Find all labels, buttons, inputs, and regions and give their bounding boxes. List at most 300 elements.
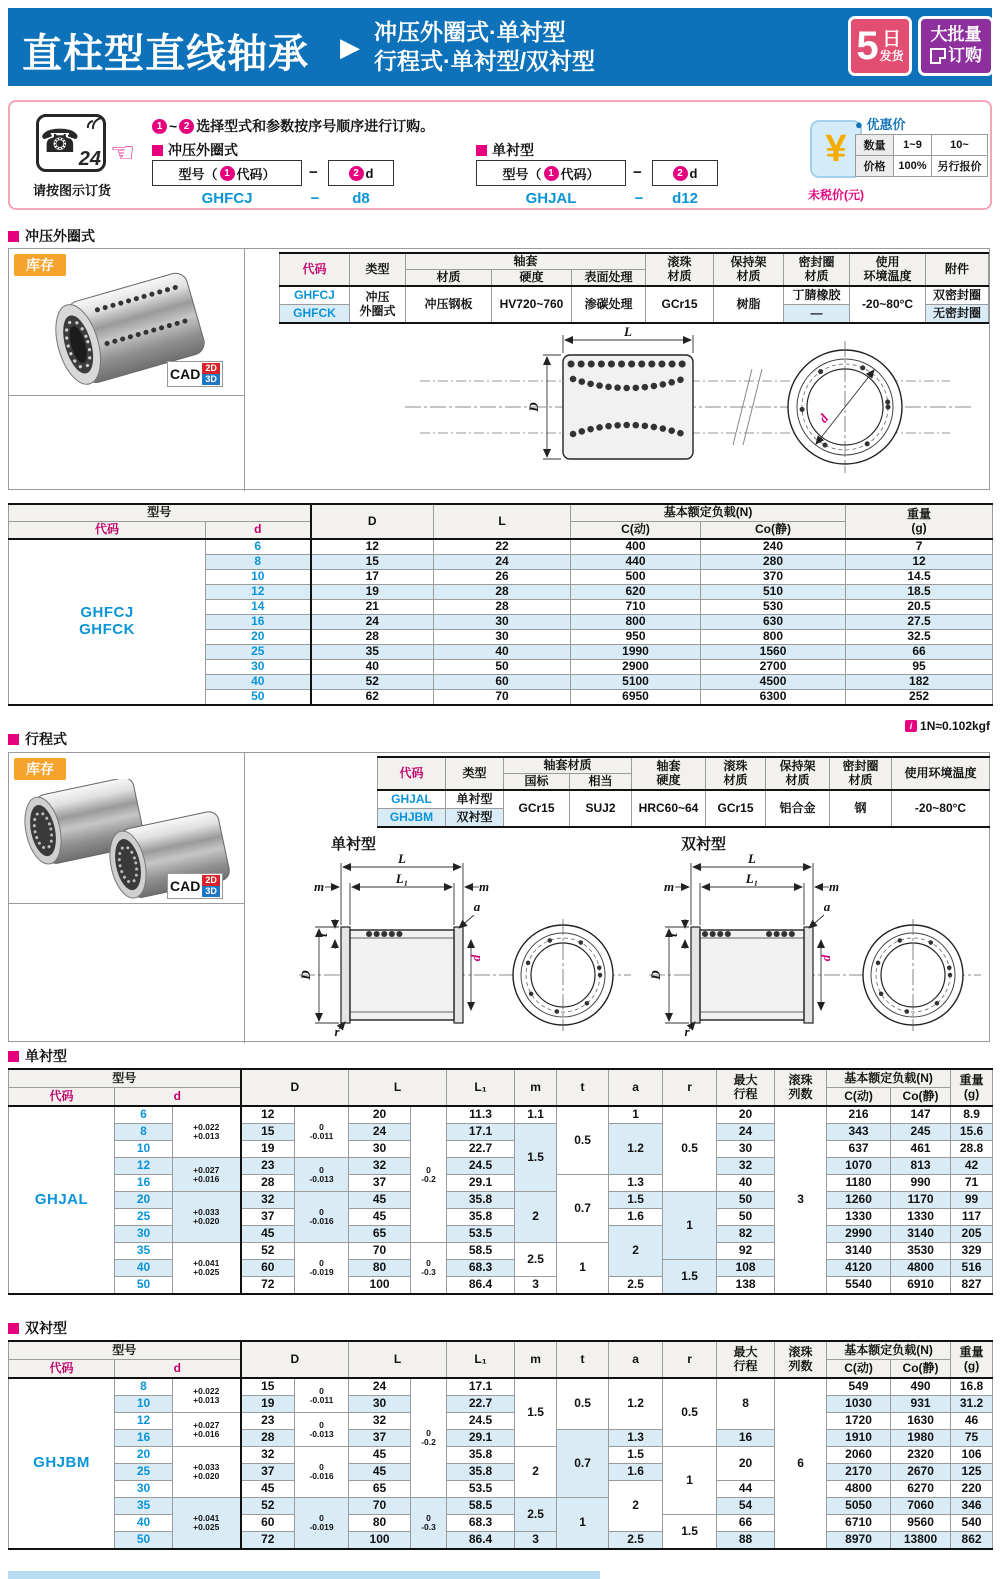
section-label-stroke: 行程式 <box>8 729 67 749</box>
data-cell: 8.9 <box>951 1106 993 1124</box>
data-cell: 88 <box>717 1532 775 1550</box>
data-cell: 4120 <box>827 1260 891 1277</box>
data-cell: 70 <box>349 1498 411 1515</box>
data-cell: 0 -0.013 <box>295 1158 349 1192</box>
data-cell: 3 <box>515 1277 557 1295</box>
section-label-double-liner: 双衬型 <box>8 1318 67 1338</box>
data-cell: 2700 <box>701 660 846 675</box>
data-cell: 8 <box>717 1378 775 1430</box>
diameter-cell[interactable]: 8 <box>115 1378 173 1396</box>
data-cell: 24 <box>349 1124 411 1141</box>
data-cell: 0.5 <box>663 1106 717 1192</box>
data-cell: 24.5 <box>447 1158 515 1175</box>
data-cell: 2320 <box>891 1447 951 1464</box>
data-cell: +0.022 +0.013 <box>173 1378 241 1413</box>
data-cell: 0 -0.011 <box>295 1378 349 1413</box>
data-cell: 20 <box>349 1106 411 1124</box>
diameter-cell[interactable]: 6 <box>115 1106 173 1124</box>
data-cell: 16 <box>717 1430 775 1447</box>
svg-text:D: D <box>648 970 663 980</box>
stock-badge[interactable]: 库存 <box>14 758 66 780</box>
table-row <box>9 1141 993 1158</box>
data-cell: 0 -0.013 <box>295 1413 349 1447</box>
section-stroke-panel <box>8 752 990 1042</box>
diameter-cell[interactable]: 8 <box>115 1124 173 1141</box>
data-cell: 23 <box>241 1158 295 1175</box>
data-cell: 0.5 <box>557 1378 609 1430</box>
data-cell: 30 <box>717 1141 775 1158</box>
svg-text:D: D <box>298 970 313 980</box>
data-cell: 1630 <box>891 1413 951 1430</box>
bullet-icon: ● <box>855 117 867 132</box>
data-cell: 19 <box>241 1141 295 1158</box>
diameter-cell[interactable]: 12 <box>115 1158 173 1175</box>
header-cell: 相当 <box>570 774 632 791</box>
header-cell: 滚珠 材质 <box>706 757 766 790</box>
data-cell: 72 <box>241 1277 295 1295</box>
data-cell: 50 <box>717 1209 775 1226</box>
model-code-cell[interactable]: GHFCJ GHFCK <box>9 539 206 705</box>
diameter-cell[interactable]: 6 <box>206 539 311 555</box>
page-title: 直柱型直线轴承 <box>22 32 309 76</box>
header-cell: C(动) <box>827 1088 891 1107</box>
data-cell: 329 <box>951 1243 993 1260</box>
table-row <box>9 539 993 555</box>
data-cell: 28 <box>434 600 571 615</box>
data-cell: 渗碳处理 <box>572 286 646 323</box>
table-row <box>9 1192 993 1209</box>
diameter-cell[interactable]: 10 <box>206 570 311 585</box>
diameter-cell[interactable]: 35 <box>115 1243 173 1260</box>
pointing-hand-icon: ☜ <box>110 137 136 168</box>
data-cell: 6950 <box>571 690 701 706</box>
data-cell: 710 <box>571 600 701 615</box>
data-cell: HV720~760 <box>492 286 572 323</box>
data-cell: 813 <box>891 1158 951 1175</box>
d-param-box: 2 d <box>328 160 394 186</box>
data-cell: 86.4 <box>447 1532 515 1550</box>
data-cell: -20~80°C <box>892 790 990 827</box>
dimension-table-ghjbm <box>8 1340 993 1550</box>
header-cell: t <box>557 1069 609 1106</box>
data-cell: 106 <box>951 1447 993 1464</box>
diameter-cell[interactable]: 20 <box>206 630 311 645</box>
data-cell: 800 <box>701 630 846 645</box>
data-cell: GCr15 <box>646 286 714 323</box>
model-code-cell[interactable]: GHJAL <box>378 790 446 809</box>
header-cell: L <box>349 1341 447 1378</box>
diameter-cell[interactable]: 16 <box>115 1175 173 1192</box>
data-cell: 1560 <box>701 645 846 660</box>
header-cell: Co(静) <box>891 1360 951 1379</box>
data-cell: 1 <box>557 1243 609 1295</box>
section-label-single-liner: 单衬型 <box>8 1046 67 1066</box>
header-cell: 重量 (g) <box>846 504 993 539</box>
data-cell: 343 <box>827 1124 891 1141</box>
header-cell: 重量 (g) <box>951 1069 993 1106</box>
data-cell: 7 <box>846 539 993 555</box>
model-code-cell[interactable]: GHJBM <box>9 1378 115 1549</box>
data-cell: 400 <box>571 539 701 555</box>
data-cell: 5100 <box>571 675 701 690</box>
data-cell: 86.4 <box>447 1277 515 1295</box>
data-cell: 1990 <box>571 645 701 660</box>
header-cell: 类型 <box>350 253 406 286</box>
header-cell: 基本额定负载(N) <box>827 1069 951 1088</box>
data-cell: 45 <box>349 1464 411 1481</box>
table-row <box>9 1158 993 1175</box>
data-cell: 11.3 <box>447 1106 515 1124</box>
unit-note: i 1N≈0.102kgf <box>905 719 990 733</box>
subtitle-line-2: 行程式·单衬型/双衬型 <box>374 48 596 74</box>
svg-text:L₁: L₁ <box>745 871 759 886</box>
data-cell: 28.8 <box>951 1141 993 1158</box>
ship-badge: 5 日 发货 <box>848 16 912 76</box>
data-cell: 37 <box>349 1430 411 1447</box>
data-cell: 240 <box>701 539 846 555</box>
dimension-table-ghjbm-mount <box>8 1340 993 1550</box>
table-row <box>9 1430 993 1447</box>
data-cell: 66 <box>846 645 993 660</box>
data-cell: 44 <box>717 1481 775 1498</box>
header-cell: 滚珠 材质 <box>646 253 714 286</box>
data-cell: 0 -0.3 <box>411 1498 447 1550</box>
dimension-table-ghjal <box>8 1068 993 1295</box>
diameter-cell[interactable]: 8 <box>206 555 311 570</box>
data-cell: 0 -0.011 <box>295 1106 349 1158</box>
data-cell: 铝合金 <box>766 790 830 827</box>
data-cell: 45 <box>349 1192 411 1209</box>
data-cell: 2 <box>515 1447 557 1498</box>
telephone-icon: ☎ <box>40 123 80 159</box>
data-cell: — <box>784 305 850 324</box>
data-cell: 1 <box>609 1106 663 1124</box>
header-cell: 类型 <box>446 757 504 790</box>
data-cell: 0.5 <box>557 1106 609 1175</box>
header-cell: Co(静) <box>891 1088 951 1107</box>
header-cell: 代码 <box>9 522 206 540</box>
data-cell: 510 <box>701 585 846 600</box>
data-cell: 540 <box>951 1515 993 1532</box>
data-cell: 1.6 <box>609 1209 663 1226</box>
data-cell: 0 -0.3 <box>411 1243 447 1295</box>
data-cell: 24 <box>434 555 571 570</box>
page-subtitle <box>374 18 595 76</box>
data-cell: 30 <box>434 615 571 630</box>
diameter-cell[interactable]: 25 <box>115 1209 173 1226</box>
data-cell: +0.022 +0.013 <box>173 1106 241 1158</box>
section-marker-icon <box>8 1323 19 1334</box>
data-cell: 单衬型 <box>446 790 504 809</box>
header-cell: D <box>311 504 434 539</box>
data-cell: 461 <box>891 1141 951 1158</box>
data-cell: 549 <box>827 1378 891 1396</box>
diameter-cell[interactable]: 20 <box>115 1192 173 1209</box>
data-cell: 1.5 <box>663 1515 717 1550</box>
table-row <box>9 1106 993 1124</box>
header-cell: 密封圈 材质 <box>830 757 892 790</box>
table-row <box>9 1515 993 1532</box>
svg-text:r: r <box>334 1024 340 1039</box>
data-cell: 1~9 <box>894 135 932 156</box>
signal-waves-icon <box>85 115 105 131</box>
svg-text:a: a <box>473 899 481 914</box>
header-cell: 保持架 材质 <box>766 757 830 790</box>
divider <box>9 903 244 904</box>
data-cell: 20 <box>717 1106 775 1124</box>
header-cell: m <box>515 1069 557 1106</box>
data-cell: 138 <box>717 1277 775 1295</box>
data-cell: 1 <box>557 1498 609 1550</box>
diameter-cell[interactable]: 12 <box>206 585 311 600</box>
diameter-cell[interactable]: 14 <box>206 600 311 615</box>
order-example-ghjal: GHJAL − d12 <box>525 190 698 207</box>
table-row <box>378 757 990 774</box>
table-row <box>9 504 993 522</box>
data-cell: 1.5 <box>609 1192 663 1209</box>
header-cell: r <box>663 1069 717 1106</box>
svg-text:m: m <box>828 879 840 894</box>
data-cell: 3530 <box>891 1243 951 1260</box>
header-cell: 最大 行程 <box>717 1069 775 1106</box>
data-cell: 60 <box>241 1260 295 1277</box>
model-code-cell[interactable]: GHJAL <box>9 1106 115 1294</box>
diameter-cell[interactable]: 25 <box>206 645 311 660</box>
data-cell: 50 <box>717 1192 775 1209</box>
header-cell: 保持架 材质 <box>714 253 784 286</box>
diameter-cell[interactable]: 10 <box>115 1396 173 1413</box>
data-cell: 1910 <box>827 1430 891 1447</box>
data-cell: 28 <box>241 1430 295 1447</box>
data-cell: 65 <box>349 1481 411 1498</box>
data-cell: 35.8 <box>447 1447 515 1464</box>
diameter-cell[interactable]: 30 <box>115 1481 173 1498</box>
data-cell: 2 <box>609 1226 663 1277</box>
data-cell: 29.1 <box>447 1430 515 1447</box>
data-cell: 3140 <box>827 1243 891 1260</box>
diameter-cell[interactable]: 30 <box>115 1226 173 1243</box>
table-row <box>9 1447 993 1464</box>
data-cell: 2 <box>609 1481 663 1532</box>
section-label-punched: 冲压外圈式 <box>8 226 95 246</box>
page-header <box>8 8 992 86</box>
spec-table-stroke <box>377 756 990 828</box>
data-cell: 14.5 <box>846 570 993 585</box>
header-cell: D <box>241 1341 349 1378</box>
diameter-cell[interactable]: 20 <box>115 1447 173 1464</box>
data-cell: 28 <box>311 630 434 645</box>
data-cell: 双密封圈 <box>926 286 989 305</box>
diameter-cell[interactable]: 10 <box>115 1141 173 1158</box>
data-cell: 82 <box>717 1226 775 1243</box>
diameter-cell[interactable]: 50 <box>115 1277 173 1295</box>
data-cell: -20~80°C <box>850 286 926 323</box>
data-cell: 17.1 <box>447 1124 515 1141</box>
data-cell: 45 <box>349 1209 411 1226</box>
data-cell: 26 <box>434 570 571 585</box>
table-row <box>9 1481 993 1498</box>
data-cell: 827 <box>951 1277 993 1295</box>
diameter-cell[interactable]: 40 <box>206 675 311 690</box>
data-cell: 3140 <box>891 1226 951 1243</box>
model-code-cell[interactable]: GHFCJ <box>280 286 350 305</box>
data-cell: 24.5 <box>447 1413 515 1430</box>
document-icon <box>930 48 946 64</box>
data-cell: 630 <box>701 615 846 630</box>
header-cell: 型号 <box>9 1341 241 1360</box>
data-cell: 1.5 <box>515 1378 557 1447</box>
header-cell: 使用 环境温度 <box>850 253 926 286</box>
cad-download-badge[interactable]: CAD 2D 3D <box>167 873 223 899</box>
diameter-cell[interactable]: 40 <box>115 1515 173 1532</box>
table-row <box>9 1243 993 1260</box>
divider <box>9 395 244 396</box>
data-cell: 35.8 <box>447 1209 515 1226</box>
data-cell: 147 <box>891 1106 951 1124</box>
data-cell: 树脂 <box>714 286 784 323</box>
table-row <box>9 1124 993 1141</box>
header-cell: 重量 (g) <box>951 1341 993 1378</box>
header-cell: d <box>206 522 311 540</box>
data-cell: 46 <box>951 1413 993 1430</box>
data-cell: 370 <box>701 570 846 585</box>
header-cell: 国标 <box>504 774 570 791</box>
table-row <box>9 1069 993 1088</box>
dimension-table-punched-mount <box>8 503 993 706</box>
header-cell: 轴套 <box>406 253 646 270</box>
data-cell: 19 <box>241 1396 295 1413</box>
section-punched-panel <box>8 248 990 490</box>
data-cell: 0.7 <box>557 1430 609 1498</box>
model-code-box: 型号（ 1 代码） <box>476 160 626 186</box>
drawing-double-liner <box>631 833 989 1041</box>
order-instruction-panel: ☎ 24 请按图示订货 ☜ 1 ~ 2 选择型式和参数按序号顺序进行订购。 冲压外圈式 型号（ 1 代码） − 2 d GHFCJ − d8 单衬型 型号（ 1 代码） − 2 d GHJAL − d12 ¥ 未税价(元) ● 优惠价 数量 1~9 10~ 价格 100% 另行报价 <box>8 100 992 210</box>
header-cell: 使用环境温度 <box>892 757 990 790</box>
data-cell: 931 <box>891 1396 951 1413</box>
data-cell: 双衬型 <box>446 809 504 828</box>
data-cell: +0.041 +0.025 <box>173 1243 241 1295</box>
data-cell: 32 <box>241 1447 295 1464</box>
diameter-cell[interactable]: 40 <box>115 1260 173 1277</box>
data-cell: 68.3 <box>447 1260 515 1277</box>
data-cell: +0.033 +0.020 <box>173 1447 241 1498</box>
diameter-cell[interactable]: 30 <box>206 660 311 675</box>
data-cell: 6300 <box>701 690 846 706</box>
data-cell: 31.2 <box>951 1396 993 1413</box>
diameter-cell[interactable]: 16 <box>115 1430 173 1447</box>
data-cell: 1.5 <box>663 1260 717 1295</box>
diameter-cell[interactable]: 50 <box>206 690 311 706</box>
data-cell: SUJ2 <box>570 790 632 827</box>
data-cell: 10~ <box>932 135 988 156</box>
data-cell: 70 <box>434 690 571 706</box>
svg-text:单衬型: 单衬型 <box>331 836 377 853</box>
data-cell: 117 <box>951 1209 993 1226</box>
data-cell: 6910 <box>891 1277 951 1295</box>
header-cell: L₁ <box>447 1069 515 1106</box>
data-cell: 490 <box>891 1378 951 1396</box>
data-cell: 53.5 <box>447 1226 515 1243</box>
data-cell: 62 <box>311 690 434 706</box>
data-cell: 0 -0.019 <box>295 1243 349 1295</box>
data-cell: 92 <box>717 1243 775 1260</box>
diameter-cell[interactable]: 50 <box>115 1532 173 1550</box>
header-cell: 最大 行程 <box>717 1341 775 1378</box>
diameter-cell[interactable]: 25 <box>115 1464 173 1481</box>
data-cell: 1.2 <box>609 1378 663 1430</box>
data-cell: 1.2 <box>609 1124 663 1175</box>
table-row <box>9 1396 993 1413</box>
data-cell: 45 <box>241 1481 295 1498</box>
data-cell: 95 <box>846 660 993 675</box>
table-row <box>9 1175 993 1192</box>
data-cell: 6 <box>775 1378 827 1549</box>
data-cell: 0.7 <box>557 1175 609 1243</box>
table-row <box>9 1464 993 1481</box>
diameter-cell[interactable]: 16 <box>206 615 311 630</box>
stock-badge[interactable]: 库存 <box>14 254 66 276</box>
data-cell: 冲压 外圈式 <box>350 286 406 323</box>
diameter-cell[interactable]: 12 <box>115 1413 173 1430</box>
svg-text:L: L <box>624 327 632 339</box>
data-cell: HRC60~64 <box>632 790 706 827</box>
price-table <box>855 134 988 177</box>
data-cell: 990 <box>891 1175 951 1192</box>
spec-table-stroke-mount <box>377 756 990 828</box>
header-cell: 材质 <box>406 270 492 287</box>
data-cell: 32 <box>349 1158 411 1175</box>
data-cell: 24 <box>717 1124 775 1141</box>
data-cell: 1330 <box>891 1209 951 1226</box>
model-code-cell[interactable]: GHFCK <box>280 305 350 324</box>
data-cell: 2060 <box>827 1447 891 1464</box>
data-cell: 1.5 <box>609 1447 663 1464</box>
diameter-cell[interactable]: 35 <box>115 1498 173 1515</box>
data-cell: 24 <box>349 1378 411 1396</box>
data-cell: 862 <box>951 1532 993 1550</box>
data-cell: 500 <box>571 570 701 585</box>
table-row <box>9 1532 993 1550</box>
data-cell: 60 <box>434 675 571 690</box>
data-cell: 45 <box>349 1447 411 1464</box>
data-cell: 100 <box>349 1532 411 1550</box>
yen-icon: ¥ <box>810 120 862 178</box>
data-cell: 516 <box>951 1260 993 1277</box>
data-cell: 205 <box>951 1226 993 1243</box>
cad-download-badge[interactable]: CAD 2D 3D <box>167 361 223 387</box>
data-cell: 100 <box>349 1277 411 1295</box>
data-cell: 530 <box>701 600 846 615</box>
data-cell: 28 <box>434 585 571 600</box>
table-row <box>9 1209 993 1226</box>
header-cell: 代码 <box>9 1360 115 1379</box>
drawing-single-liner <box>281 833 639 1041</box>
order-example-ghfcj: GHFCJ − d8 <box>201 190 370 207</box>
data-cell: 1170 <box>891 1192 951 1209</box>
data-cell: 2.5 <box>515 1498 557 1532</box>
model-code-cell[interactable]: GHJBM <box>378 809 446 828</box>
header-cell: 代码 <box>9 1088 115 1107</box>
header-cell: 基本额定负载(N) <box>827 1341 951 1360</box>
data-cell: 1980 <box>891 1430 951 1447</box>
data-cell: 40 <box>311 660 434 675</box>
data-cell: 2900 <box>571 660 701 675</box>
data-cell: 4800 <box>891 1260 951 1277</box>
data-cell: 1070 <box>827 1158 891 1175</box>
table-row <box>9 1413 993 1430</box>
data-cell: 2990 <box>827 1226 891 1243</box>
data-cell: 12 <box>311 539 434 555</box>
